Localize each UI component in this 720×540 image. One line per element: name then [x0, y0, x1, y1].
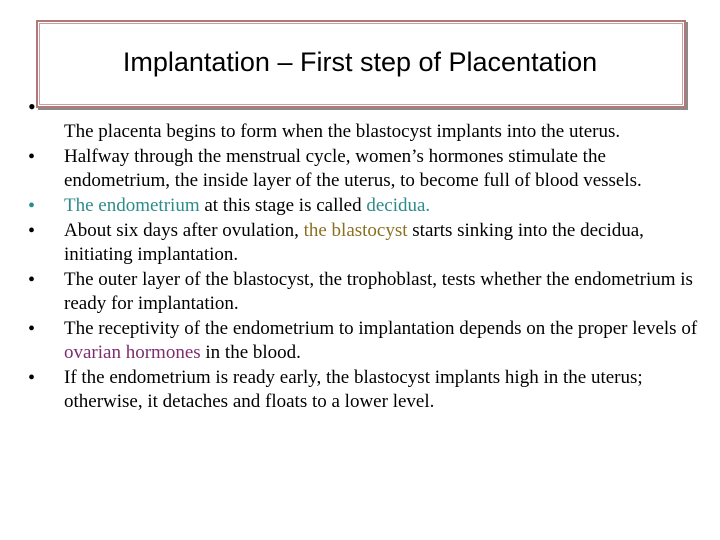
bullet-item-4	[28, 219, 708, 267]
bullet-item-6	[28, 317, 708, 365]
bullet-text: starts sinking into the decidua, initiating implantation.	[64, 220, 644, 265]
bullet-item-2	[28, 145, 708, 193]
bullet-dot: •	[28, 318, 36, 340]
highlight-decidua: decidua.	[366, 195, 431, 216]
bullet-dot: •	[28, 367, 36, 389]
bullet-text: in the blood.	[200, 342, 301, 363]
highlight-ovarian-hormones: ovarian hormones	[64, 342, 201, 363]
bullet-item-5	[28, 268, 708, 316]
bullet-dot: •	[28, 146, 36, 168]
bullet-dot: •	[28, 195, 36, 217]
bullet-text: The receptivity of the endometrium to implantation depends on the proper levels of	[64, 318, 698, 339]
bullet-dot: •	[28, 220, 36, 242]
highlight-endometrium: The endometrium	[64, 195, 200, 216]
bullet-item-3	[28, 194, 708, 218]
bullet-text: Halfway through the menstrual cycle, women’s hormones stimulate the endometrium, the inside layer of the uterus, to become full of blood vessels.	[64, 146, 642, 191]
stray-bullet: •	[28, 94, 36, 119]
bullet-item-1	[28, 120, 708, 144]
bullet-list	[28, 120, 708, 415]
bullet-item-7	[28, 366, 708, 414]
bullet-text: The placenta begins to form when the blastocyst implants into the uterus.	[64, 121, 621, 142]
bullet-text: About six days after ovulation,	[64, 220, 304, 241]
bullet-text: The outer layer of the blastocyst, the trophoblast, tests whether the endometrium is ready for implantation.	[64, 269, 693, 314]
highlight-blastocyst: the blastocyst	[303, 220, 408, 241]
bullet-text: at this stage is called	[199, 195, 367, 216]
bullet-text: If the endometrium is ready early, the blastocyst implants high in the uterus; otherwise, it detaches and floats to a lower level.	[64, 367, 643, 412]
bullet-dot: •	[28, 269, 36, 291]
slide-title: Implantation – First step of Placentation	[122, 47, 598, 77]
